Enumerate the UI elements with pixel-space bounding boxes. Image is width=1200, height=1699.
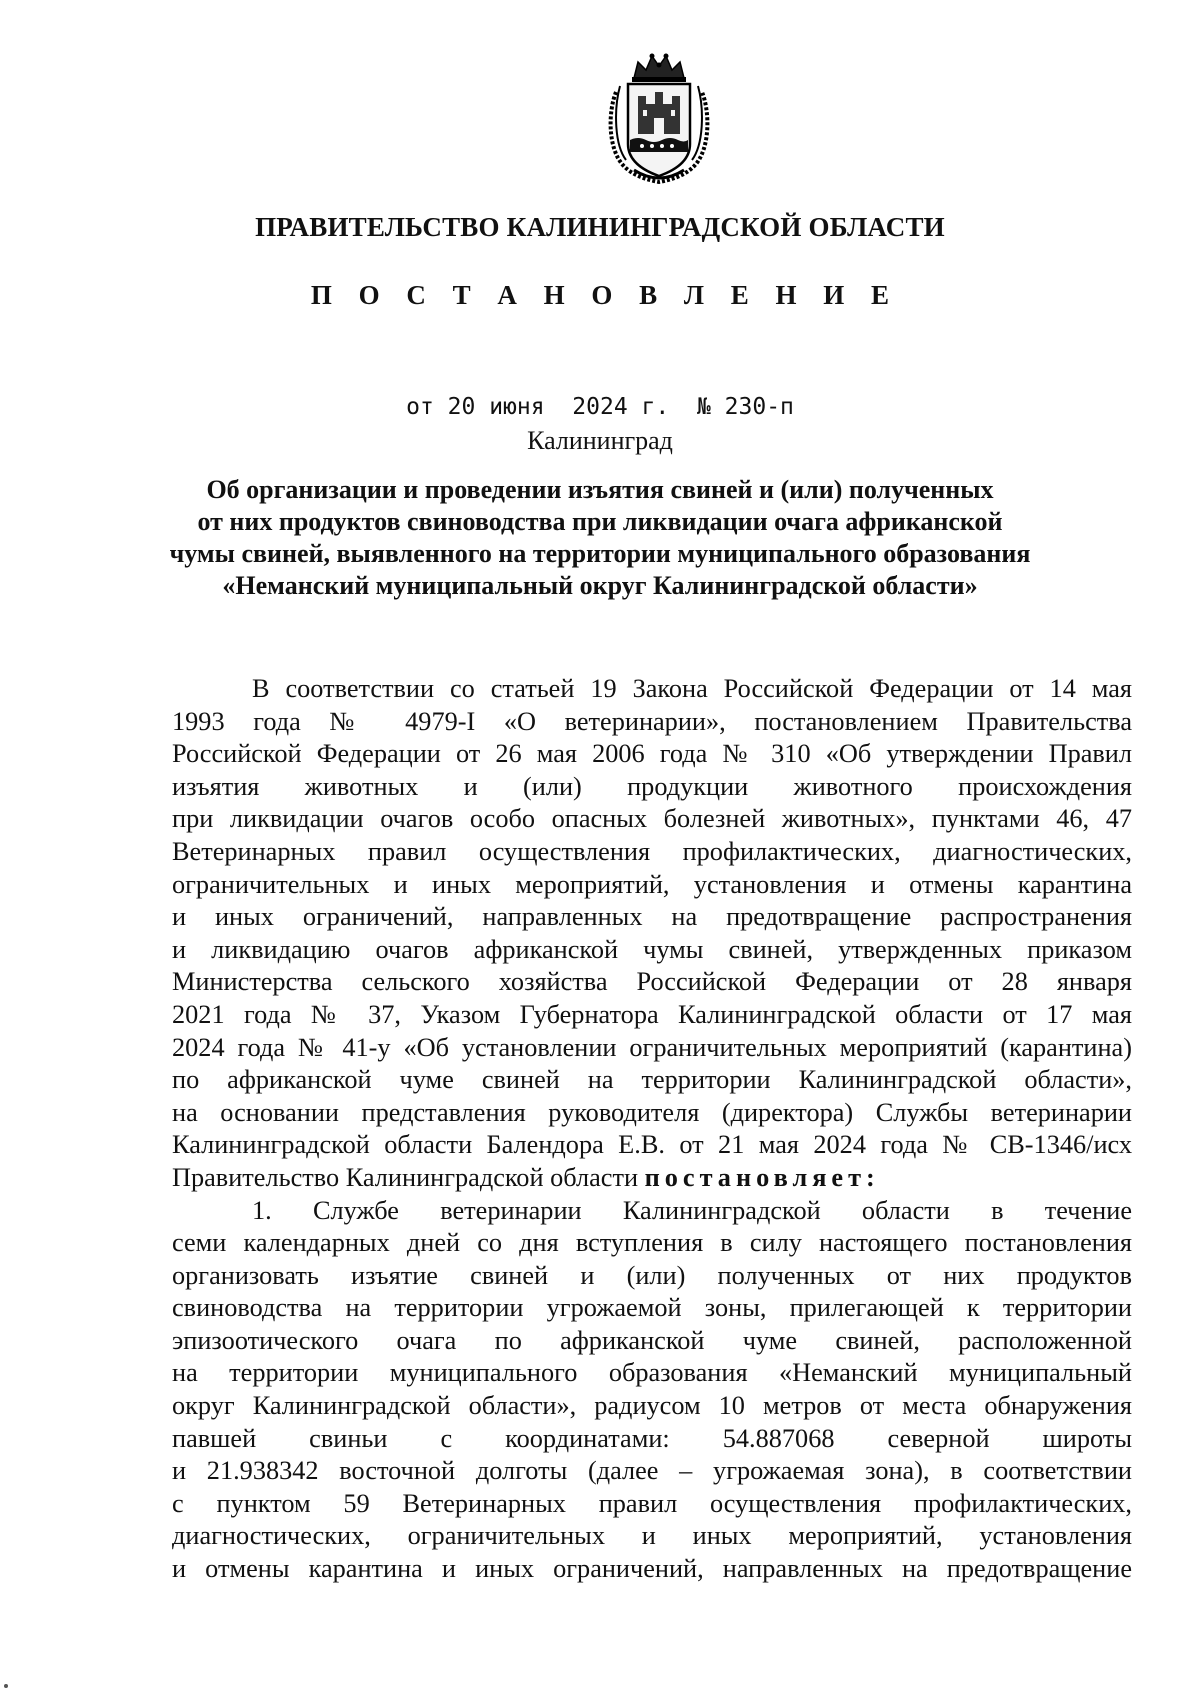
body-line: ограничительных и иных мероприятий, установления и отмены карантина: [172, 869, 1132, 899]
item-1-line: и 21.938342 восточной долготы (далее – угрожаемая зона), в соответствии: [172, 1456, 1132, 1486]
item-1-line: семи календарных дней со дня вступления в силу настоящего постановления: [172, 1228, 1132, 1258]
coat-of-arms-icon: [604, 52, 714, 186]
item-1-line: и отмены карантина и иных ограничений, направленных на предотвращение: [172, 1554, 1132, 1584]
item-1-line: свиноводства на территории угрожаемой зоны, прилегающей к территории: [172, 1293, 1132, 1323]
body-line: при ликвидации очагов особо опасных болезней животных», пунктами 46, 47: [172, 804, 1132, 834]
item-1-line: эпизоотического очага по африканской чуме свиней, расположенной: [172, 1325, 1132, 1355]
body-line: на основании представления руководителя (директора) Службы ветеринарии: [172, 1097, 1132, 1127]
subject-line: Об организации и проведении изъятия свиней и (или) полученных: [206, 475, 994, 504]
resolution-prefix: Правительство Калининградской области: [172, 1162, 639, 1192]
date-prefix: от: [406, 394, 434, 420]
item-1-line: диагностических, ограничительных и иных мероприятий, установления: [172, 1521, 1132, 1551]
subject-line: чумы свиней, выявленного на территории муниципального образования: [169, 539, 1031, 568]
body-line: 1993 года № 4979-I «О ветеринарии», постановлением Правительства: [172, 706, 1132, 736]
government-title: ПРАВИТЕЛЬСТВО КАЛИНИНГРАДСКОЙ ОБЛАСТИ: [255, 212, 945, 242]
document-date-number: [0, 394, 1200, 420]
item-1-line: организовать изъятие свиней и (или) полученных от них продуктов: [172, 1260, 1132, 1290]
document-subject: [150, 474, 1050, 602]
item-1-line: округ Калининградской области», радиусом 10 метров от места обнаружения: [172, 1391, 1132, 1421]
document-city: Калининград: [527, 426, 673, 455]
document-date: 20 июня: [447, 394, 545, 420]
body-line: и иных ограничений, направленных на предотвращение распространения: [172, 902, 1132, 932]
number-sign: №: [696, 394, 711, 420]
resolution-word: постановляет:: [644, 1162, 880, 1192]
resolution-line: [172, 1162, 1132, 1195]
body-line: Ветеринарных правил осуществления профилактических, диагностических,: [172, 836, 1132, 866]
body-line: В соответствии со статьей 19 Закона Российской Федерации от 14 мая: [252, 674, 1132, 703]
item-1-line: павшей свиньи с координатами: 54.887068 северной широты: [172, 1423, 1132, 1453]
item-1-line: с пунктом 59 Ветеринарных правил осуществления профилактических,: [172, 1488, 1132, 1518]
body-line: изъятия животных и (или) продукции животного происхождения: [172, 771, 1132, 801]
body-line: Калининградской области Балендора Е.В. от 21 мая 2024 года № СВ-1346/исх: [172, 1130, 1132, 1160]
item-1-line: 1. Службе ветеринарии Калининградской области в течение: [252, 1195, 1132, 1225]
document-number: 230-п: [724, 394, 794, 420]
document-body: [172, 673, 1132, 1586]
body-line: и ликвидацию очагов африканской чумы свиней, утвержденных приказом: [172, 934, 1132, 964]
scan-dot: [4, 1684, 8, 1688]
subject-line: «Неманский муниципальный округ Калининградской области»: [222, 571, 978, 600]
subject-line: от них продуктов свиноводства при ликвидации очага африканской: [197, 507, 1003, 536]
item-1-line: на территории муниципального образования «Неманский муниципальный: [172, 1358, 1132, 1388]
body-line: Российской Федерации от 26 мая 2006 года № 310 «Об утверждении Правил: [172, 739, 1132, 769]
document-type-heading: П О С Т А Н О В Л Е Н И Е: [310, 280, 900, 310]
body-line: Министерства сельского хозяйства Российской Федерации от 28 января: [172, 967, 1132, 997]
body-line: по африканской чуме свиней на территории Калининградской области»,: [172, 1065, 1132, 1095]
body-line: 2021 года № 37, Указом Губернатора Калининградской области от 17 мая: [172, 999, 1132, 1029]
body-line: 2024 года № 41-у «Об установлении ограничительных мероприятий (карантина): [172, 1032, 1132, 1062]
document-year: 2024 г.: [572, 394, 670, 420]
